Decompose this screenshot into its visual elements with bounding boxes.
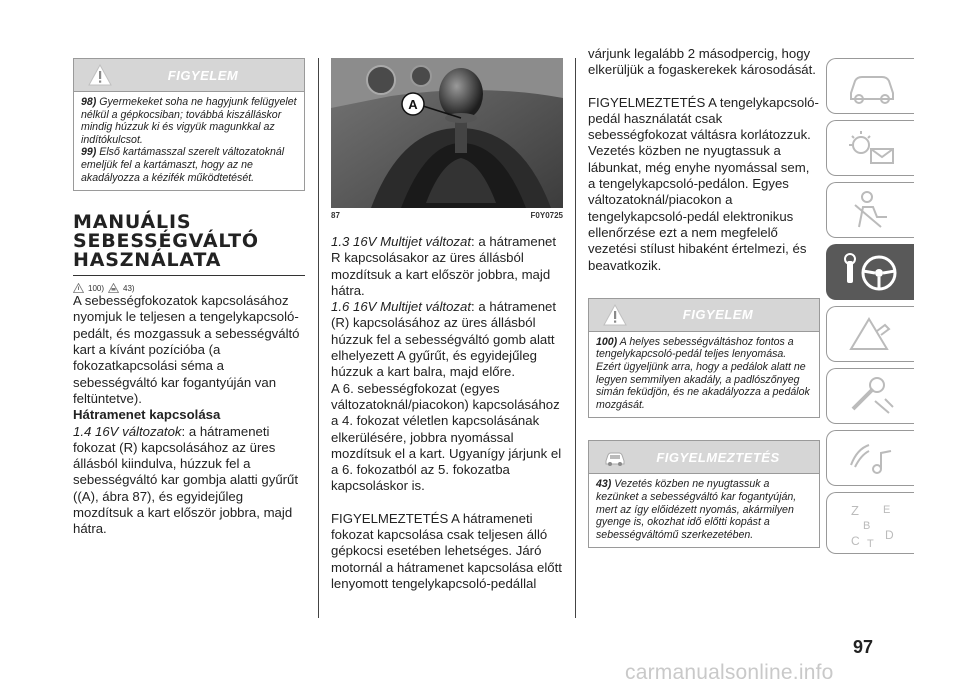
warning-item-text: A helyes sebességváltáshoz fontos a tengelykapcsoló-pedál teljes lenyomása. Ezért ügyeljünk arra, hogy a pedálok alatt ne legyen semmilyen akadály, a padlószőnyeg simán feküdjön, és ne akadályozza a pedálok mozgását. [596,335,810,411]
column-divider [575,58,576,618]
paragraph: várjunk legalább 2 másodpercig, hogy elkerüljük a fogaskerekek károsodását. [588,46,816,78]
paragraph: A sebességfokozatok kapcsolásához nyomjuk le teljesen a tengelykapcsoló-pedált, és mozgassuk a sebességváltó kart a kívánt pozícióba (a fokozatkapcsolási séma a sebességváltó kar fogantyúján van feltüntetve). [73,293,300,406]
body-text [331,234,563,592]
warning-box-header [589,299,819,332]
paragraph: FIGYELMEZTETÉS A hátrameneti fokozat kapcsolása csak teljesen álló gépkocsi esetében lehetséges. Járó motornál a hátramenet kapcsolása előtt lenyomott tengelykapcsoló-pedállal [331,510,562,591]
notice-box-title: FIGYELMEZTETÉS [656,449,780,465]
warning-item-number: 98) [81,96,97,108]
warning-item [81,96,298,146]
variant-text: : a hátrameneti fokozat (R) kapcsolásához az üres állásból kiindulva, húzzuk fel a sebességváltó kar gombja alatti gyűrűt ((A), ábra 87), és egyidejűleg mozdítsuk a kart először jobbra, majd hátra. [73,423,299,537]
page-number: 97 [853,637,874,657]
column-2 [331,58,563,592]
body-text [73,293,305,537]
notice-item-text: Vezetés közben ne nyugtassuk a kezünket a sebességváltó kar fogantyúján, mert az így előidézett nyomás, akármilyen gyenge is, okozhat idő előtti kopást a sebességváltómű szerkezetében. [596,478,797,541]
notice-item [596,478,813,541]
service-wrench-icon [837,373,907,419]
car-dashboard-icon [837,63,907,109]
column-1 [73,58,305,538]
body-text [588,46,820,274]
warning-item-number: 100) [596,335,618,348]
notice-box-body [589,474,819,547]
steering-wheel-key-icon [837,249,907,295]
paragraph [73,424,305,538]
warning-item-number: 99) [81,146,97,159]
gear-lever-illustration [331,58,563,208]
reference-warning: 100) [88,283,105,293]
airbag-safety-icon [837,187,907,233]
warning-triangle-icon [603,304,627,326]
alphabetical-index-icon [837,497,907,551]
emergency-triangle-icon [837,311,907,357]
column-3 [588,46,820,548]
warning-box-title: FIGYELEM [682,307,754,323]
notice-box-header [589,441,819,474]
site-watermark: carmanualsonline.info [625,661,834,684]
warning-box-body [589,332,819,418]
tab-dashboard[interactable] [826,58,914,114]
figure-code: F0Y0725 [530,211,563,220]
section-rule [73,275,305,276]
gear-lever-photo [331,58,563,208]
subheading: Hátramenet kapcsolása [73,407,221,423]
warning-item [596,336,813,412]
multimedia-icon [837,435,907,481]
column-divider [318,58,319,618]
section-references [73,283,305,293]
variant-text: : a hátramenet R kapcsolásakor az üres állásból mozdítsuk a kart először jobbra, majd hátra. [331,234,557,298]
variant-label: 1.3 16V Multijet változat [331,234,472,249]
photo-callout-label: A [408,97,418,112]
svg-text:C: C [851,534,860,548]
section-title [73,213,305,270]
tab-warning-lights[interactable] [826,120,914,176]
svg-text:E: E [883,504,891,516]
tab-maintenance[interactable] [826,368,914,424]
section-title-line: MANUÁLIS [73,211,192,234]
figure-number: 87 [331,211,340,220]
tab-index[interactable] [826,492,914,554]
warning-box-body [74,92,304,190]
reference-notice: 43) [123,283,135,293]
svg-text:Z: Z [851,503,859,518]
warning-box-header [74,59,304,92]
tab-multimedia[interactable] [826,430,914,486]
svg-text:T: T [867,538,874,550]
variant-label: 1.6 16V Multijet változat [331,299,472,315]
warning-box-figyelem [588,298,820,419]
section-title-line: HASZNÁLATA [73,249,222,272]
paragraph [331,234,563,299]
paragraph: A 6. sebességfokozat (egyes változatoknál/piacokon) kapcsolásához a 4. fokozat véletlen kapcsolásának elkerülésére, jobbra nyomással mozdítsuk el a kart. Ugyanígy járjunk el a 6. fokozatból az 5. fokozatba kapcsoláskor is. [331,380,562,494]
warning-item-text: Gyermekeket soha ne hagyjunk felügyelet nélkül a gépkocsiban; továbbá kiszálláskor mindig húzzuk ki és vigyük magunkkal az indítókulcsot. [81,96,297,146]
section-title-line: SEBESSÉGVÁLTÓ [73,230,259,253]
svg-text:D: D [885,528,894,542]
tab-safety[interactable] [826,182,914,238]
warning-box-title: FIGYELEM [167,67,239,83]
tab-emergency[interactable] [826,306,914,362]
variant-text: : a hátramenet (R) kapcsolásához az üres állásból húzzuk fel a sebességváltó gomb alatt elhelyezett A gyűrűt, és egyidejűleg húzzuk a kart balra, majd előre. [331,299,557,380]
warning-lights-icon [837,125,907,171]
warning-triangle-icon [88,64,112,86]
car-notice-icon [603,446,627,468]
tab-starting-driving[interactable] [826,244,914,300]
svg-text:B: B [863,520,871,532]
notice-triangle-icon [108,283,119,293]
warning-item-text: Első kartámasszal szerelt változatoknál emeljük fel a kartámaszt, hogy az ne akadályozza a kézifék működtetését. [81,146,285,184]
warning-box-figyelem [73,58,305,191]
notice-item-number: 43) [596,478,612,491]
warning-item [81,146,298,184]
notice-box-figyelmeztetes [588,440,820,548]
figure-caption [331,211,563,220]
paragraph: FIGYELMEZTETÉS A tengelykapcsoló-pedál használatát csak sebességfokozat váltásra korlátozzuk. Vezetés közben ne nyugtassuk a lábunkat, még enyhe nyomással sem, a tengelykapcsoló-pedálon. Egyes változatoknál/piacokon a tengelykapcsoló-pedál elektronikus ellenőrzése ezt a nem megfelelő vezetési stílust hibaként értelmezi, és beavatkozik. [588,94,819,273]
variant-label: 1.4 16V változatok [73,423,182,439]
paragraph [331,299,563,380]
warning-triangle-icon [73,283,84,293]
